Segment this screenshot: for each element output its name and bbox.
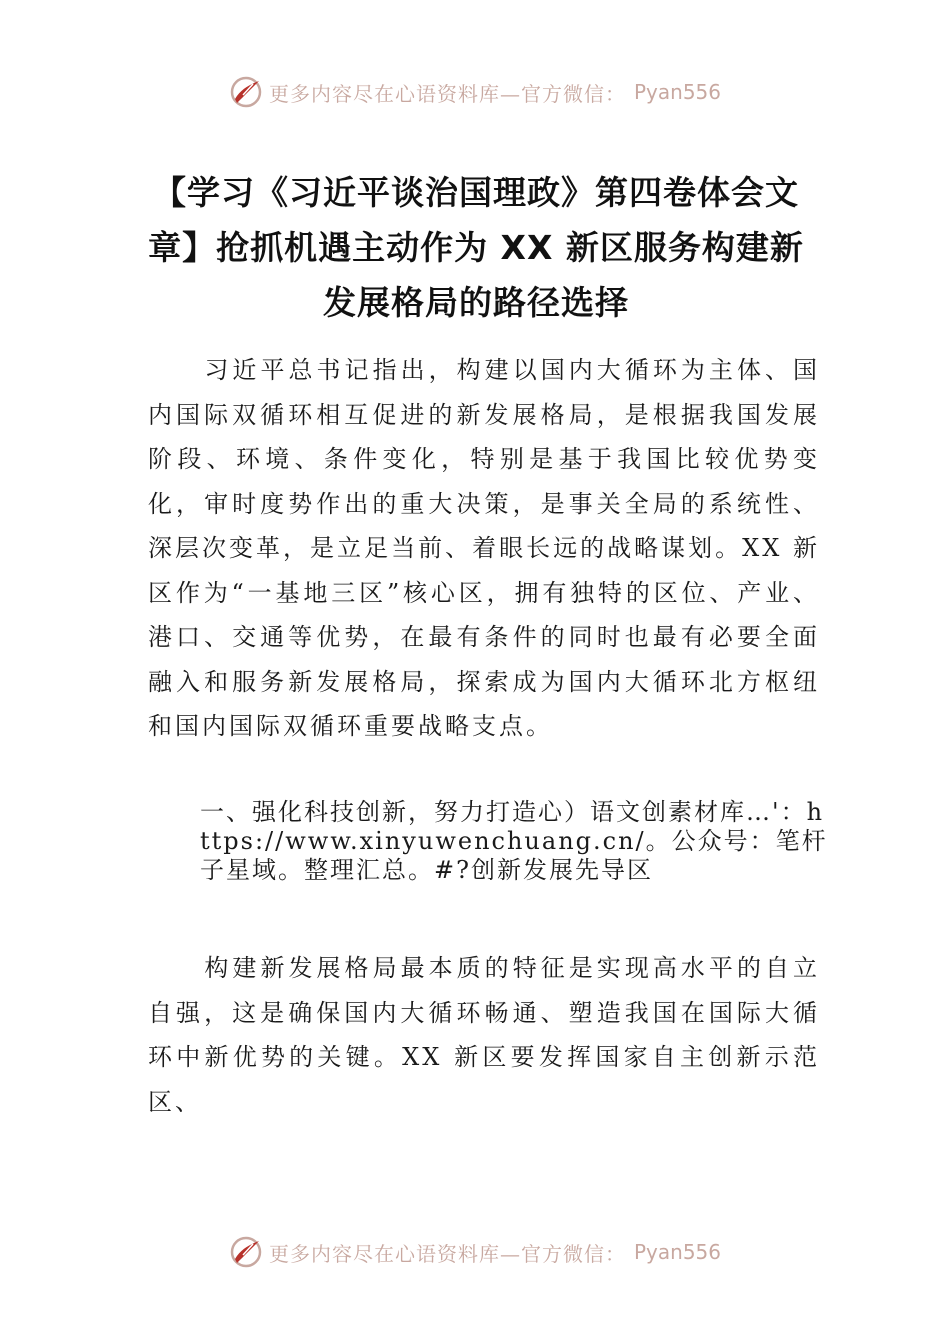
document-title: 【学习《习近平谈治国理政》第四卷体会文章】抢抓机遇主动作为 XX 新区服务构建新发展格局的路径选择 — [148, 173, 804, 322]
header-watermark-banner — [0, 70, 950, 114]
banner-wechat-id: Pyan556 — [633, 1240, 721, 1264]
banner-text: 更多内容尽在心语资料库—官方微信： — [268, 1241, 626, 1266]
banner-text: 更多内容尽在心语资料库—官方微信： — [268, 81, 626, 106]
banner-wechat-id: Pyan556 — [633, 80, 721, 104]
body-paragraph-2: 构建新发展格局最本质的特征是实现高水平的自立自强，这是确保国内大循环畅通、塑造我国在国际大循环中新优势的关键。XX 新区要发挥国家自主创新示范区、 — [148, 954, 820, 1116]
brand-logo-icon — [229, 75, 263, 109]
body-paragraph-1: 习近平总书记指出，构建以国内大循环为主体、国内国际双循环相互促进的新发展格局，是根据我国发展阶段、环境、条件变化，特别是基于我国比较优势变化，审时度势作出的重大决策，是事关全局的系统性、深层次变革，是立足当前、着眼长远的战略谋划。XX 新区作为“一基地三区”核心区，拥有独特的区位、产业、港口、交通等优势，在最有条件的同时也最有必要全面融入和服务新发展格局，探索成为国内大循环北方枢纽和国内国际双循环重要战略支点。 — [148, 356, 820, 740]
brand-logo-icon — [229, 1235, 263, 1269]
section-heading-1: 一、强化科技创新，努力打造心）语文创素材库…'：https://www.xinyuwenchuang.cn/。公众号：笔杆子星域。整理汇总。#?创新发展先导区 — [200, 798, 828, 884]
footer-watermark-banner — [0, 1230, 950, 1274]
